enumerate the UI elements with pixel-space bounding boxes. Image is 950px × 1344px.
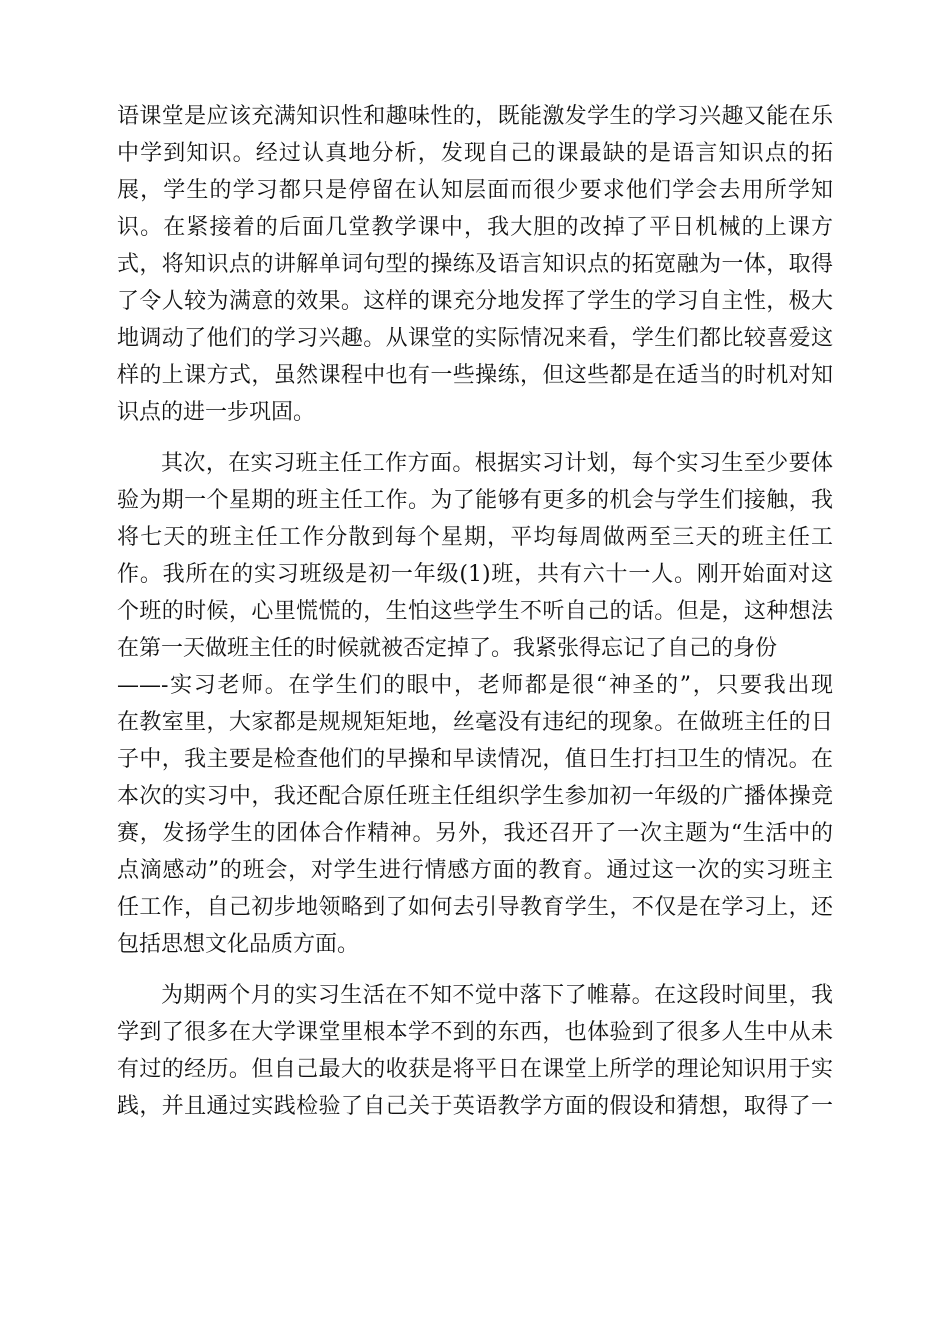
text-line: 学到了很多在大学课堂里根本学不到的东西，也体验到了很多人生中从未 (117, 1020, 833, 1045)
text-line: 识。在紧接着的后面几堂教学课中，我大胆的改掉了平日机械的上课方 (117, 215, 833, 240)
text-line: 践，并且通过实践检验了自己关于英语教学方面的假设和猜想，取得了一 (117, 1094, 833, 1119)
text-line: 验为期一个星期的班主任工作。为了能够有更多的机会与学生们接触，我 (117, 488, 833, 513)
text-line: 任工作，自己初步地领略到了如何去引导教育学生，不仅是在学习上，还 (117, 895, 833, 920)
text-line: 作。我所在的实习班级是初一年级(1)班，共有六十一人。刚开始面对这 (117, 562, 833, 587)
text-line: 在教室里，大家都是规规矩矩地，丝毫没有违纪的现象。在做班主任的日 (117, 710, 833, 735)
text-line: 为期两个月的实习生活在不知不觉中落下了帷幕。在这段时间里，我 (161, 983, 833, 1008)
paragraph-3 (117, 977, 833, 1125)
text-line: 了令人较为满意的效果。这样的课充分地发挥了学生的学习自主性，极大 (117, 289, 833, 314)
text-line: 识点的进一步巩固。 (117, 400, 316, 425)
text-line: 式，将知识点的讲解单词句型的操练及语言知识点的拓宽融为一体，取得 (117, 252, 833, 277)
text-line: 子中，我主要是检查他们的早操和早读情况，值日生打扫卫生的情况。在 (117, 747, 833, 772)
paragraph-1 (117, 98, 833, 431)
text-line: 赛，发扬学生的团体合作精神。另外，我还召开了一次主题为“生活中的 (117, 821, 833, 846)
text-line: 中学到知识。经过认真地分析，发现自己的课最缺的是语言知识点的拓 (117, 141, 833, 166)
text-line: 将七天的班主任工作分散到每个星期，平均每周做两至三天的班主任工 (117, 525, 833, 550)
text-line: 样的上课方式，虽然课程中也有一些操练，但这些都是在适当的时机对知 (117, 363, 833, 388)
text-line: 地调动了他们的学习兴趣。从课堂的实际情况来看，学生们都比较喜爱这 (117, 326, 833, 351)
text-line: 本次的实习中，我还配合原任班主任组织学生参加初一年级的广播体操竞 (117, 784, 833, 809)
text-line: 包括思想文化品质方面。 (117, 932, 360, 957)
text-line: 其次，在实习班主任工作方面。根据实习计划，每个实习生至少要体 (161, 451, 833, 476)
paragraph-2 (117, 445, 833, 963)
text-line: 语课堂是应该充满知识性和趣味性的，既能激发学生的学习兴趣又能在乐 (117, 104, 833, 129)
text-line: 展，学生的学习都只是停留在认知层面而很少要求他们学会去用所学知 (117, 178, 833, 203)
text-line: 点滴感动”的班会，对学生进行情感方面的教育。通过这一次的实习班主 (117, 858, 833, 883)
text-line: 有过的经历。但自己最大的收获是将平日在课堂上所学的理论知识用于实 (117, 1057, 833, 1082)
text-line: ——-实习老师。在学生们的眼中，老师都是很“神圣的”，只要我出现 (117, 673, 833, 698)
text-line: 在第一天做班主任的时候就被否定掉了。我紧张得忘记了自己的身份 (117, 636, 778, 661)
document-page (117, 98, 833, 1139)
text-line: 个班的时候，心里慌慌的，生怕这些学生不听自己的话。但是，这种想法 (117, 599, 833, 624)
